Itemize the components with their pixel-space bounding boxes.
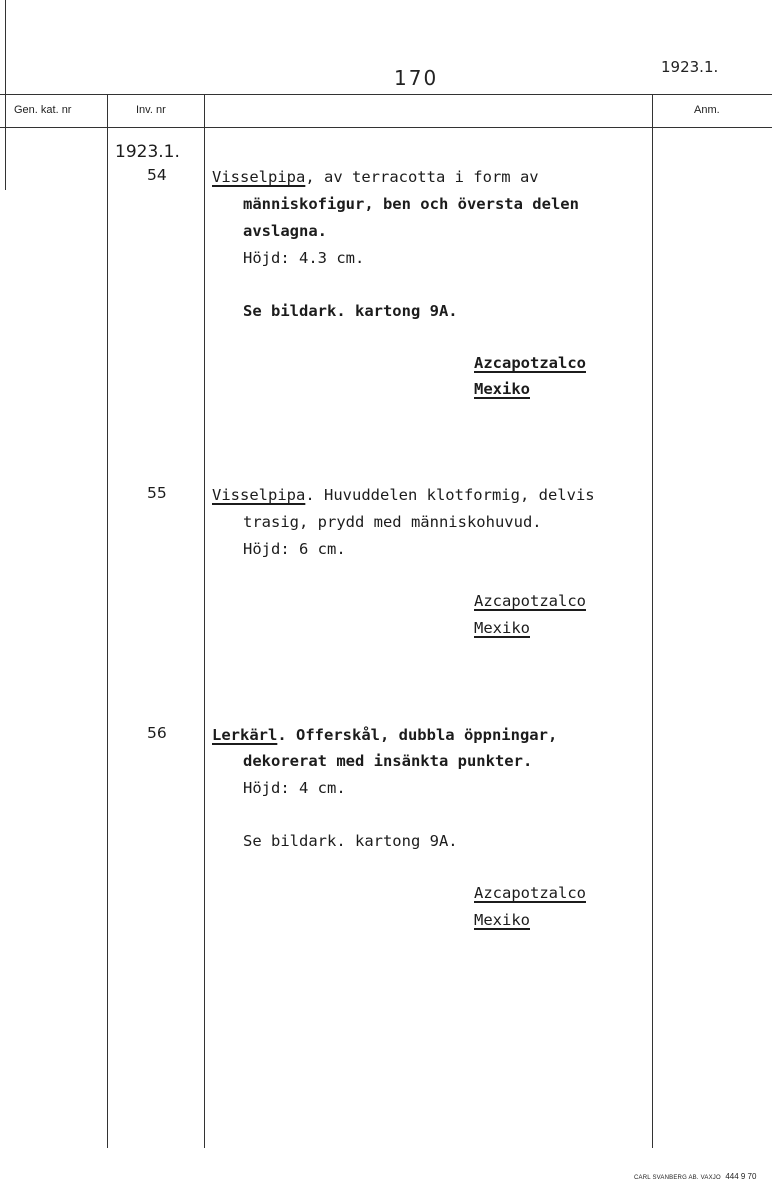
entry-55-height: Höjd: 6 cm. [243, 540, 346, 558]
entry-54-title: Visselpipa [212, 168, 306, 186]
entry-54-reference: Se bildark. kartong 9A. [243, 302, 458, 320]
entry-56-title: Lerkärl [212, 726, 278, 744]
entry-55-title: Visselpipa [212, 486, 306, 504]
entry-54-first-rest: , av terracotta i form av [305, 168, 539, 186]
column-header-gen-kat: Gen. kat. nr [14, 104, 72, 116]
entry-54-place: Azcapotzalco [474, 354, 586, 372]
entry-56-line-2: dekorerat med insänkta punkter. [243, 752, 533, 770]
accession-number-header: 1923.1. [661, 58, 719, 76]
column-divider-gen-kat [107, 94, 108, 1148]
left-margin-line [5, 0, 6, 190]
entry-55-place: Azcapotzalco [474, 592, 586, 610]
entry-55-line-2: trasig, prydd med människohuvud. [243, 513, 542, 531]
entry-55-country: Mexiko [474, 619, 530, 637]
printer-imprint [634, 1166, 756, 1184]
entry-54-height: Höjd: 4.3 cm. [243, 249, 365, 267]
page-number: 170 [394, 66, 439, 90]
inv-number-55: 55 [147, 484, 167, 502]
printer-name: CARL SVANBERG AB. VAXJO [634, 1175, 721, 1181]
entry-54-first-line [212, 168, 539, 186]
inv-number-54: 54 [147, 166, 167, 184]
entry-54-line-3: avslagna. [243, 222, 327, 240]
entry-56-place: Azcapotzalco [474, 884, 586, 902]
accession-block-label: 1923.1. [115, 142, 180, 162]
header-rule-bottom [0, 127, 772, 128]
header-rule-top [0, 94, 772, 95]
form-number: 444 9 70 [725, 1172, 757, 1181]
entry-56-first-line [212, 726, 557, 744]
entry-56-reference: Se bildark. kartong 9A. [243, 832, 458, 850]
entry-56-first-rest: . Offerskål, dubbla öppningar, [277, 726, 558, 744]
inv-number-56: 56 [147, 724, 167, 742]
column-divider-anm [652, 94, 653, 1148]
column-header-inv: Inv. nr [136, 104, 166, 116]
entry-55-first-line [212, 486, 595, 504]
column-divider-inv [204, 94, 205, 1148]
entry-56-height: Höjd: 4 cm. [243, 779, 346, 797]
entry-54-country: Mexiko [474, 380, 530, 398]
entry-54-line-2: människofigur, ben och översta delen [243, 195, 579, 213]
column-header-anm: Anm. [694, 104, 720, 116]
entry-55-first-rest: . Huvuddelen klotformig, delvis [305, 486, 595, 504]
entry-56-country: Mexiko [474, 911, 530, 929]
